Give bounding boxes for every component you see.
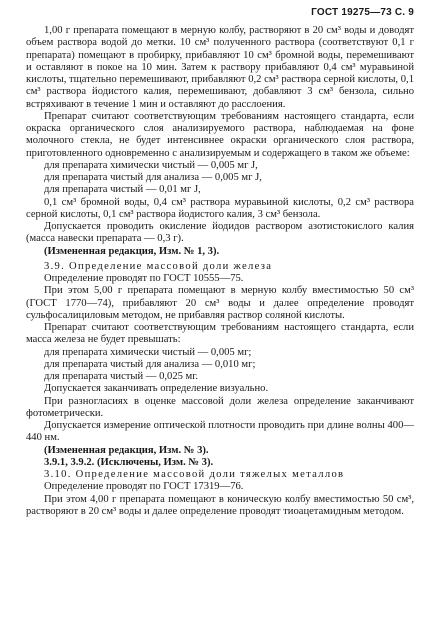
paragraph: (Измененная редакция, Изм. № 3).	[44, 444, 209, 456]
paragraph: для препарата химически чистый — 0,005 мг J,	[44, 159, 258, 171]
paragraph: Допускается проводить окисление йодидов раствором азотистокислого калия (масса навески препарата — 0,3 г).	[26, 221, 414, 245]
paragraph: Определение проводят по ГОСТ 10555—75.	[44, 273, 244, 284]
paragraph: При разногласиях в оценке массовой доли железа определение заканчивают фотометрически.	[26, 395, 414, 419]
document-body	[26, 25, 414, 518]
paragraph: При этом 5,00 г препарата помещают в мерную колбу вместимостью 50 см³ (ГОСТ 1770—74), прибавляют 20 см³ воды и далее определение проводят сульфосалициловым методом, не прибавляя раствор соляной кислоты.	[26, 285, 414, 321]
paragraph: 0,1 см³ бромной воды, 0,4 см³ раствора муравьиной кислоты, 0,2 см³ раствора серной кислоты, 0,1 см³ раствора йодистого калия, 3 см³ бензола.	[26, 196, 414, 220]
paragraph: для препарата чистый — 0,01 мг J,	[44, 184, 201, 196]
paragraph: Допускается измерение оптической плотности проводить при длине волны 400—440 нм.	[26, 420, 414, 444]
paragraph: для препарата химически чистый — 0,005 мг;	[44, 346, 252, 358]
paragraph: 1,00 г препарата помещают в мерную колбу, растворяют в 20 см³ воды и доводят объем раствора водой до метки. 10 см³ полученного раствора (соответствуют 0,1 г препарата) помещают в пробирку, прибавляют 10 см³ бромной воды, перемешивают и оставляют в покое на 10 мин. Затем к раствору прибавляют 0,4 см³ муравьиной кислоты, тщательно перемешивают, прибавляют 0,2 см³ раствора серной кислоты, 0,1 см³ раствора йодистого калия, перемешивают, добавляют 3 см³ бензола, сильно встряхивают в течение 1 мин и оставляют до расслоения.	[26, 25, 414, 110]
paragraph: для препарата чистый для анализа — 0,010 мг;	[44, 358, 256, 370]
paragraph: Определение проводят по ГОСТ 17319—76.	[44, 481, 244, 493]
paragraph: 3.10. Определение массовой доли тяжелых металлов	[44, 469, 345, 480]
paragraph: 3.9.1, 3.9.2. (Исключены, Изм. № 3).	[44, 456, 214, 468]
paragraph: Препарат считают соответствующим требованиям настоящего стандарта, если окраска органического слоя анализируемого раствора, наблюдаемая на фоне молочного стекла, не будет интенсивнее окраски органического слоя раствора, приготовленного одновременно с анализируемым и содержащего в таком же объеме:	[26, 110, 414, 159]
page-header: ГОСТ 19275—73 С. 9	[311, 7, 414, 18]
paragraph: (Измененная редакция, Изм. № 1, 3).	[44, 245, 220, 257]
paragraph: 3.9. Определение массовой доли железа	[44, 260, 273, 272]
paragraph: Допускается заканчивать определение визуально.	[44, 383, 269, 395]
paragraph: Препарат считают соответствующим требованиям настоящего стандарта, если масса железа не будет превышать:	[26, 322, 414, 346]
paragraph: для препарата чистый для анализа — 0,005 мг J,	[44, 172, 262, 183]
paragraph: для препарата чистый — 0,025 мг.	[44, 371, 199, 382]
paragraph: При этом 4,00 г препарата помещают в коническую колбу вместимостью 50 см³, растворяют в 20 см³ воды и далее определение проводят тиоацетамидным методом.	[26, 493, 414, 517]
